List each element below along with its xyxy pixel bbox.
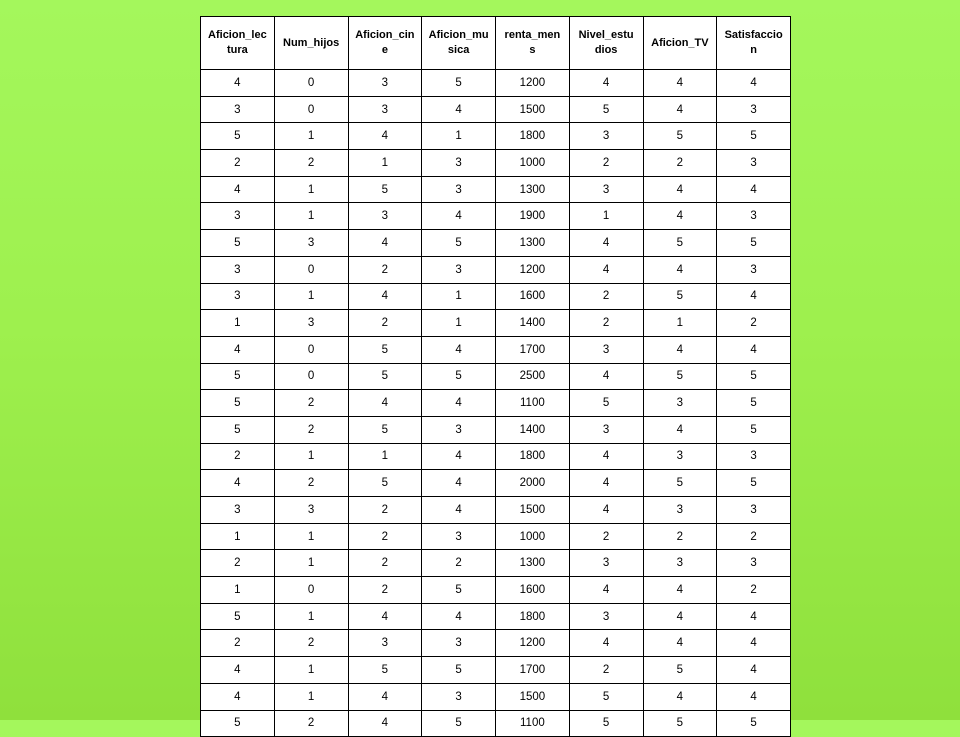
table-row [201,577,791,604]
table-cell: 1 [274,550,348,577]
table-cell: 2 [274,470,348,497]
column-header-satisfaccion: Satisfaccion [717,17,791,70]
table-cell: 4 [569,577,643,604]
table-cell: 2 [569,310,643,337]
header-row [201,17,791,70]
table-row [201,470,791,497]
table-cell: 4 [569,470,643,497]
table-cell: 1000 [496,523,570,550]
table-cell: 1600 [496,283,570,310]
table-row [201,123,791,150]
column-header-nivel-estudios: Nivel_estudios [569,17,643,70]
table-cell: 4 [717,603,791,630]
table-cell: 2 [201,150,275,177]
table-cell: 1200 [496,630,570,657]
table-cell: 5 [422,710,496,737]
table-cell: 1500 [496,497,570,524]
table-cell: 2 [569,523,643,550]
table-row [201,96,791,123]
table-cell: 1 [348,150,422,177]
column-header-aficion-cine: Aficion_cine [348,17,422,70]
table-cell: 2 [569,657,643,684]
table-cell: 2 [201,550,275,577]
table-cell: 2 [201,443,275,470]
table-cell: 4 [201,657,275,684]
table-cell: 4 [717,283,791,310]
table-cell: 2 [348,497,422,524]
table-cell: 1 [274,443,348,470]
table-cell: 4 [201,336,275,363]
table-cell: 1300 [496,176,570,203]
table-cell: 1 [274,523,348,550]
table-cell: 4 [643,96,717,123]
table-cell: 1000 [496,150,570,177]
table-cell: 2 [348,310,422,337]
table-cell: 2 [274,390,348,417]
table-cell: 3 [643,497,717,524]
table-cell: 4 [569,630,643,657]
table-cell: 3 [201,497,275,524]
table-cell: 2 [643,150,717,177]
table-cell: 1 [422,123,496,150]
table-cell: 3 [348,203,422,230]
table-row [201,416,791,443]
table-cell: 4 [643,70,717,97]
table-cell: 4 [201,683,275,710]
table-cell: 1 [274,203,348,230]
column-header-num-hijos: Num_hijos [274,17,348,70]
table-cell: 4 [348,230,422,257]
table-row [201,336,791,363]
table-body [201,70,791,737]
column-header-aficion-musica: Aficion_musica [422,17,496,70]
table-cell: 3 [422,630,496,657]
table-cell: 5 [717,363,791,390]
table-row [201,176,791,203]
table-cell: 3 [717,256,791,283]
table-cell: 4 [569,497,643,524]
table-cell: 3 [274,230,348,257]
table-cell: 1600 [496,577,570,604]
table-cell: 1 [274,603,348,630]
table-cell: 5 [201,710,275,737]
table-cell: 4 [717,683,791,710]
table-cell: 5 [422,230,496,257]
table-cell: 1700 [496,336,570,363]
table-cell: 0 [274,256,348,283]
table-cell: 4 [422,603,496,630]
table-cell: 2 [348,550,422,577]
table-cell: 3 [201,203,275,230]
table-cell: 0 [274,70,348,97]
table-row [201,390,791,417]
table-row [201,523,791,550]
table-cell: 4 [422,390,496,417]
table-cell: 5 [717,123,791,150]
table-cell: 2 [348,256,422,283]
table-cell: 5 [643,363,717,390]
table-cell: 5 [643,283,717,310]
table-row [201,657,791,684]
table-cell: 0 [274,363,348,390]
table-cell: 1200 [496,256,570,283]
table-cell: 1800 [496,443,570,470]
table-cell: 4 [569,70,643,97]
table-cell: 5 [201,123,275,150]
table-cell: 2 [201,630,275,657]
table-cell: 5 [717,416,791,443]
table-cell: 1400 [496,416,570,443]
table-cell: 1 [201,523,275,550]
table-cell: 3 [643,390,717,417]
data-table [200,16,791,737]
table-cell: 2 [348,577,422,604]
table-cell: 5 [348,336,422,363]
table-cell: 2 [274,710,348,737]
table-cell: 1 [201,310,275,337]
table-cell: 3 [717,443,791,470]
table-header [201,17,791,70]
table-cell: 4 [569,363,643,390]
table-row [201,497,791,524]
table-cell: 2 [717,523,791,550]
table-cell: 5 [643,123,717,150]
table-cell: 5 [201,390,275,417]
table-cell: 3 [717,150,791,177]
table-cell: 3 [348,630,422,657]
table-cell: 5 [348,176,422,203]
table-cell: 2 [274,416,348,443]
table-cell: 3 [569,123,643,150]
table-cell: 3 [422,416,496,443]
table-cell: 3 [274,310,348,337]
table-cell: 3 [643,443,717,470]
table-cell: 1900 [496,203,570,230]
table-cell: 4 [201,176,275,203]
table-cell: 1500 [496,96,570,123]
table-cell: 5 [643,470,717,497]
table-row [201,150,791,177]
table-cell: 5 [201,416,275,443]
table-cell: 2 [569,283,643,310]
table-cell: 4 [717,630,791,657]
table-row [201,283,791,310]
table-cell: 3 [422,523,496,550]
table-cell: 2 [717,577,791,604]
table-cell: 0 [274,336,348,363]
table-cell: 2500 [496,363,570,390]
table-cell: 5 [201,363,275,390]
table-cell: 4 [348,603,422,630]
table-cell: 1 [274,657,348,684]
table-cell: 3 [348,96,422,123]
table-cell: 5 [422,363,496,390]
table-cell: 3 [201,96,275,123]
table-cell: 2 [717,310,791,337]
table-cell: 5 [569,710,643,737]
table-cell: 4 [422,203,496,230]
table-row [201,683,791,710]
table-cell: 3 [569,603,643,630]
table-cell: 4 [643,416,717,443]
table-cell: 5 [643,230,717,257]
table-cell: 1 [274,123,348,150]
table-cell: 2 [348,523,422,550]
table-cell: 3 [201,283,275,310]
table-cell: 4 [643,203,717,230]
table-cell: 3 [274,497,348,524]
table-row [201,603,791,630]
table-cell: 4 [348,683,422,710]
table-cell: 1 [422,310,496,337]
table-cell: 1300 [496,230,570,257]
table-cell: 5 [422,657,496,684]
table-cell: 5 [569,96,643,123]
table-cell: 1 [274,283,348,310]
table-cell: 3 [422,150,496,177]
table-cell: 4 [422,470,496,497]
table-cell: 1100 [496,710,570,737]
table-cell: 5 [422,70,496,97]
table-cell: 4 [201,70,275,97]
table-cell: 1300 [496,550,570,577]
table-cell: 4 [643,683,717,710]
table-cell: 3 [348,70,422,97]
table-cell: 3 [569,176,643,203]
table-cell: 2 [643,523,717,550]
table-row [201,710,791,737]
table-cell: 3 [569,550,643,577]
table-cell: 4 [422,96,496,123]
table-cell: 0 [274,96,348,123]
table-cell: 3 [569,336,643,363]
table-cell: 5 [348,363,422,390]
table-row [201,310,791,337]
table-cell: 3 [422,683,496,710]
table-cell: 3 [717,497,791,524]
table-cell: 1700 [496,657,570,684]
table-cell: 2 [422,550,496,577]
table-cell: 4 [348,283,422,310]
table-row [201,256,791,283]
table-cell: 4 [643,336,717,363]
table-cell: 4 [643,630,717,657]
table-cell: 2 [274,630,348,657]
table-cell: 4 [643,256,717,283]
table-cell: 4 [643,577,717,604]
table-cell: 1 [201,577,275,604]
table-row [201,363,791,390]
table-cell: 5 [348,416,422,443]
table-cell: 1 [274,683,348,710]
table-row [201,230,791,257]
table-cell: 1800 [496,603,570,630]
table-cell: 1 [348,443,422,470]
table-cell: 4 [422,497,496,524]
table-cell: 1800 [496,123,570,150]
table-cell: 4 [348,123,422,150]
table-cell: 5 [643,657,717,684]
table-cell: 4 [643,603,717,630]
table-cell: 4 [348,710,422,737]
table-cell: 4 [717,657,791,684]
data-table-container [200,16,790,737]
table-cell: 4 [201,470,275,497]
table-cell: 3 [422,256,496,283]
table-cell: 5 [717,710,791,737]
table-cell: 5 [717,470,791,497]
table-cell: 1500 [496,683,570,710]
table-cell: 4 [569,443,643,470]
table-cell: 2000 [496,470,570,497]
table-cell: 1 [274,176,348,203]
table-cell: 5 [717,390,791,417]
table-cell: 4 [348,390,422,417]
table-cell: 1 [422,283,496,310]
table-cell: 5 [717,230,791,257]
table-cell: 3 [569,416,643,443]
table-row [201,550,791,577]
table-row [201,203,791,230]
table-cell: 1100 [496,390,570,417]
table-cell: 5 [643,710,717,737]
table-cell: 4 [717,70,791,97]
table-cell: 5 [422,577,496,604]
table-cell: 4 [569,230,643,257]
column-header-aficion-tv: Aficion_TV [643,17,717,70]
table-cell: 5 [569,390,643,417]
table-cell: 5 [569,683,643,710]
table-cell: 4 [717,336,791,363]
table-cell: 3 [717,203,791,230]
table-row [201,630,791,657]
table-cell: 3 [643,550,717,577]
table-cell: 5 [201,603,275,630]
table-cell: 3 [717,550,791,577]
table-cell: 4 [643,176,717,203]
table-cell: 4 [422,336,496,363]
table-cell: 5 [348,470,422,497]
table-cell: 1 [569,203,643,230]
table-cell: 5 [201,230,275,257]
table-cell: 2 [274,150,348,177]
table-cell: 3 [422,176,496,203]
table-cell: 4 [717,176,791,203]
table-cell: 4 [569,256,643,283]
table-cell: 1400 [496,310,570,337]
table-row [201,70,791,97]
table-cell: 3 [201,256,275,283]
table-cell: 1 [643,310,717,337]
table-cell: 0 [274,577,348,604]
table-cell: 5 [348,657,422,684]
table-cell: 3 [717,96,791,123]
column-header-aficion-lectura: Aficion_lectura [201,17,275,70]
table-cell: 1200 [496,70,570,97]
table-cell: 2 [569,150,643,177]
table-cell: 4 [422,443,496,470]
table-row [201,443,791,470]
column-header-renta-mens: renta_mens [496,17,570,70]
